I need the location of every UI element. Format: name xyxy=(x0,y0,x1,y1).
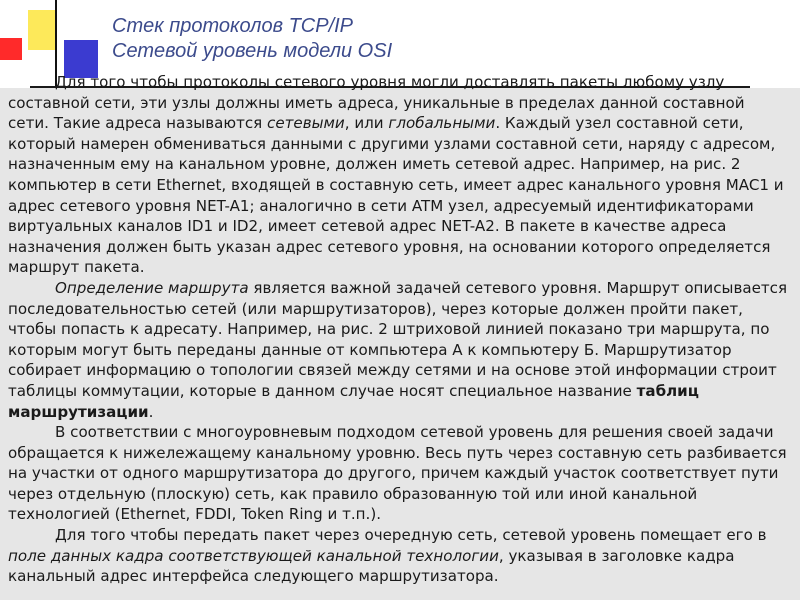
body-text xyxy=(8,72,788,587)
text-run: . Каждый узел составной сети, который намерен обмениваться данными с другими узлами составной сети, наряду с адресом, назначенным ему на канальном уровне, должен иметь сетевой адрес. Например, на рис. 2 компьютер в сети Ethernet, входящей в составную сеть, имеет адрес канального уровня MAC1 и адрес сетевого уровня NET-A1; аналогично в сети ATM узел, адресуемый идентификаторами виртуальных каналов ID1 и ID2, имеет сетевой адрес NET-A2. В пакете в качестве адреса назначения должен быть указан адрес сетевого уровня, на основании которого определяется маршрут пакета. xyxy=(8,114,784,277)
title-line-2: Сетевой уровень модели OSI xyxy=(112,40,393,62)
text-run: В соответствии с многоуровневым подходом сетевой уровень для решения своей задачи обращается к нижележащему канальному уровню. Весь путь через составную сеть разбивается на участки от одного маршрутизатора до другого, причем каждый участок соответствует пути через отдельную (плоскую) сеть, как правило образованную той или иной канальной технологией (Ethernet, FDDI, Token Ring и т.п.). xyxy=(8,423,787,524)
decor-red-square xyxy=(0,38,22,60)
paragraph-layers xyxy=(8,422,788,525)
paragraph-addressing xyxy=(8,72,788,278)
title-line-1: Стек протоколов TCP/IP xyxy=(112,15,354,37)
text-run: , указывая в заголовке кадра канальный адрес интерфейса следующего маршрутизатора. xyxy=(8,546,735,586)
paragraph-frames xyxy=(8,525,788,587)
text-run: Для того чтобы протоколы сетевого уровня могли доставлять пакеты любому узлу составной сети, эти узлы должны иметь адреса, уникальные в пределах данной составной сети. Такие адреса называются xyxy=(8,73,745,133)
italic-term: поле данных кадра соответствующей канальной технологии xyxy=(8,546,499,565)
text-run: является важной задачей сетевого уровня. Маршрут описывается последовательностью сетей (или маршрутизаторов), через которые должен пройти пакет, чтобы попасть к адресату. Например, на рис. 2 штриховой линией показано три маршрута, по которым могут быть переданы данные от компьютера А к компьютеру Б. Маршрутизатор собирает информацию о топологии связей между сетями и на основе этой информации строит таблицы коммутации, которые в данном случае носят специальное название xyxy=(8,278,788,400)
decor-yellow-square xyxy=(28,10,56,50)
text-run: . xyxy=(148,402,154,421)
bold-term: таблиц маршрутизации xyxy=(8,381,699,421)
italic-term: глобальными xyxy=(388,114,496,133)
text-run: , или xyxy=(344,114,389,133)
paragraph-routing xyxy=(8,278,788,422)
slide-title xyxy=(112,14,392,64)
italic-term: Определение маршрута xyxy=(55,278,249,297)
text-run: Для того чтобы передать пакет через очередную сеть, сетевой уровень помещает его в xyxy=(55,526,767,545)
italic-term: сетевыми xyxy=(267,114,345,133)
